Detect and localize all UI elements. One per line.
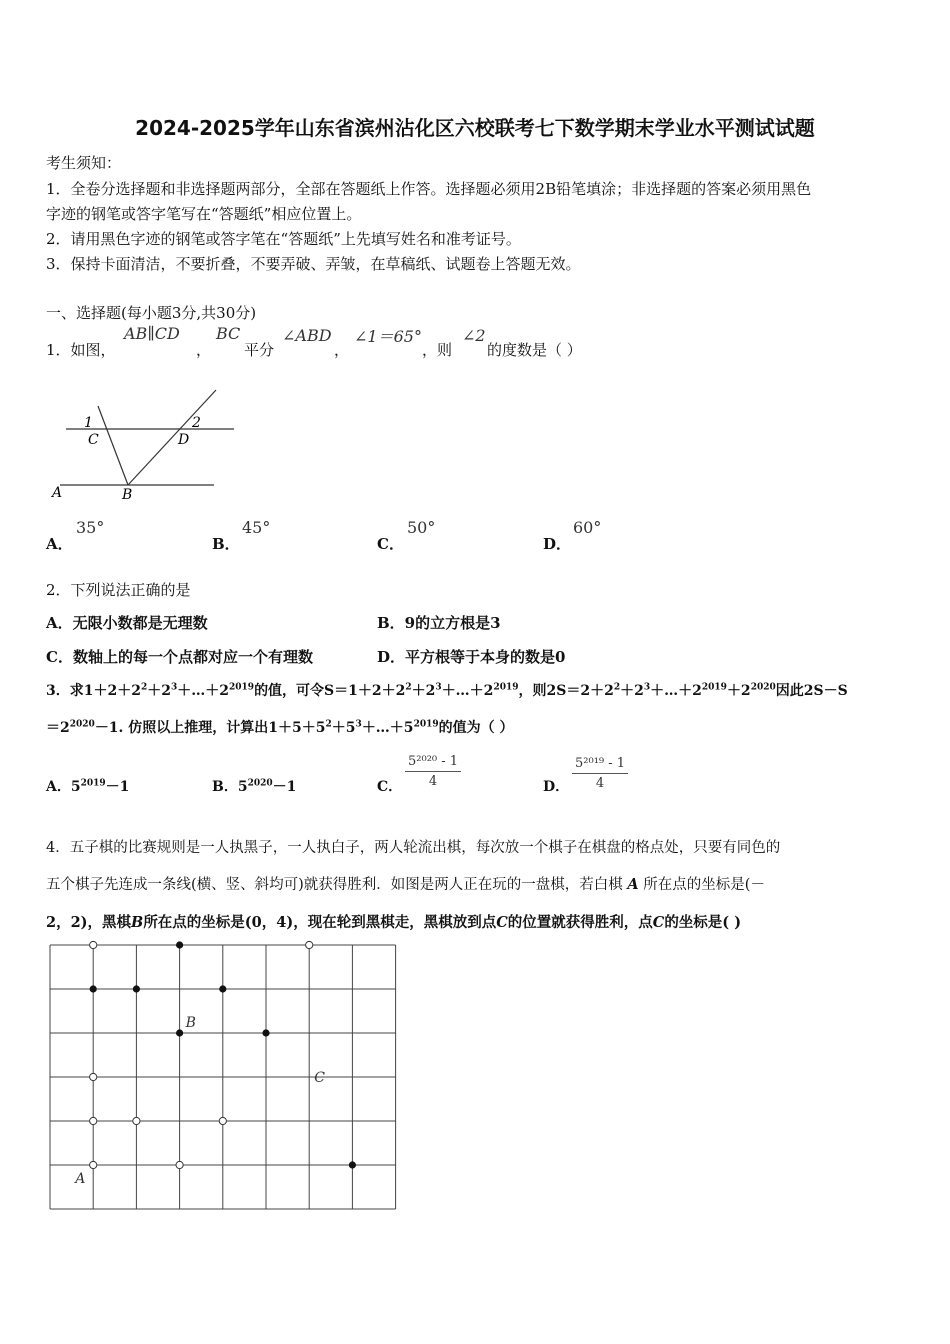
notice-heading: 考生须知： xyxy=(46,154,122,172)
white-stone xyxy=(133,1117,140,1124)
q1-option-c[interactable]: C． xyxy=(377,535,404,553)
notice-item-1: 1．全卷分选择题和非选择题两部分，全部在答题纸上作答。选择题必须用2B铅笔填涂；非选择题的答案必须用黑色 xyxy=(46,180,812,198)
point-label-a: A xyxy=(75,1171,86,1187)
white-stone xyxy=(306,941,313,948)
q1-math-angle1: ∠1＝65° xyxy=(354,327,422,346)
q3-option-c-fraction: $\frac{\text{5²⁰²⁰ - 1}}{4}$ xyxy=(405,754,461,789)
label-2: 2 xyxy=(192,415,201,431)
black-stone xyxy=(133,985,140,992)
point-label-c: C xyxy=(314,1070,325,1086)
notice-item-1-cont: 字迹的钢笔或答字笔写在“答题纸”相应位置上。 xyxy=(46,205,362,223)
q1-math-angle2: ∠2 xyxy=(462,326,486,345)
q2-option-d[interactable]: D．平方根等于本身的数是0 xyxy=(377,648,566,666)
section-heading: 一、选择题(每小题3分,共30分) xyxy=(46,304,257,322)
q3-option-a[interactable]: A．$5^{2019}-1$ xyxy=(46,778,130,795)
white-stone xyxy=(176,1161,183,1168)
q3-line-2: $=2^{2020}-1$. 仿照以上推理，计算出$1+5+5^2+5^3+\dots+5^{2019}$的值为（ ） xyxy=(46,719,514,736)
notice-item-3: 3．保持卡面清洁，不要折叠，不要弄破、弄皱，在草稿纸、试题卷上答题无效。 xyxy=(46,255,581,273)
black-stone xyxy=(176,941,183,948)
q3-option-d[interactable]: D． xyxy=(543,779,570,795)
q1-prefix: 1．如图， xyxy=(46,341,116,359)
label-b: B xyxy=(122,487,133,503)
q1-math-ab-cd: AB∥CD xyxy=(124,324,180,343)
q1-bisect: 平分 xyxy=(244,341,275,359)
q1-then: ，则 xyxy=(422,341,453,359)
q2-option-c[interactable]: C．数轴上的每一个点都对应一个有理数 xyxy=(46,648,313,666)
q2-option-a[interactable]: A．无限小数都是无理数 xyxy=(46,614,208,632)
label-1: 1 xyxy=(84,415,93,431)
notice-item-2: 2．请用黑色字迹的钢笔或答字笔在“答题纸”上先填写姓名和准考证号。 xyxy=(46,230,521,248)
q1-figure xyxy=(46,380,246,505)
white-stone xyxy=(90,1117,97,1124)
q1-math-bc: BC xyxy=(216,324,241,343)
q1-comma-2: ， xyxy=(334,341,350,359)
q1-option-b-value: 45° xyxy=(242,518,271,537)
q4-line-1: 4．五子棋的比赛规则是一人执黑子，一人执白子，两人轮流出棋，每次放一个棋子在棋盘的格点处，只要有同色的 xyxy=(46,840,781,856)
q1-option-a[interactable]: A． xyxy=(46,535,73,553)
q1-option-a-value: 35° xyxy=(76,518,105,537)
point-label-b: B xyxy=(185,1015,196,1031)
white-stone xyxy=(219,1117,226,1124)
white-stone xyxy=(90,941,97,948)
q4-line-2: 五个棋子先连成一条线(横、竖、斜均可)就获得胜利．如图是两人正在玩的一盘棋，若白棋 A 所在点的坐标是(－ xyxy=(46,876,765,893)
q1-option-d-value: 60° xyxy=(573,518,602,537)
black-stone xyxy=(349,1161,356,1168)
q1-option-c-value: 50° xyxy=(407,518,436,537)
black-stone xyxy=(219,985,226,992)
q3-option-c[interactable]: C． xyxy=(377,779,403,795)
q1-option-d[interactable]: D． xyxy=(543,535,572,553)
page-title: 2024-2025学年山东省滨州沾化区六校联考七下数学期末学业水平测试试题 xyxy=(135,116,815,140)
black-stone xyxy=(176,1029,183,1036)
q1-option-b[interactable]: B． xyxy=(212,535,240,553)
label-a: A xyxy=(52,485,63,501)
white-stone xyxy=(90,1073,97,1080)
board-grid xyxy=(50,945,396,1209)
q1-math-abd: ∠ABD xyxy=(282,326,332,345)
q2-option-b[interactable]: B．9的立方根是3 xyxy=(377,614,501,632)
label-c: C xyxy=(88,432,99,448)
q3-line-1: 3．求$1+2+2^2+2^3+\dots+2^{2019}$的值，可令$S=1+2+2^2+2^3+\dots+2^{2019}$，则$2S=2+2^2+2^3+\dots+2^{2019}+2^{2020}$因此2S－S xyxy=(46,682,848,699)
q3-option-d-fraction: $\frac{\text{5²⁰¹⁹ - 1}}{4}$ xyxy=(572,756,628,791)
q4-line-3: 2，2)，黑棋B所在点的坐标是(0，4)，现在轮到黑棋走，黑棋放到点C的位置就获得胜利，点C的坐标是( ) xyxy=(46,914,742,931)
q1-suffix: 的度数是（ ） xyxy=(487,341,582,359)
q3-option-b[interactable]: B．$5^{2020}-1$ xyxy=(212,778,297,795)
black-stone xyxy=(90,985,97,992)
white-stone xyxy=(90,1161,97,1168)
label-d: D xyxy=(178,432,190,448)
black-stone xyxy=(262,1029,269,1036)
gomoku-board xyxy=(40,935,410,1220)
q1-comma-1: ， xyxy=(196,341,212,359)
q2-stem: 2．下列说法正确的是 xyxy=(46,581,191,599)
